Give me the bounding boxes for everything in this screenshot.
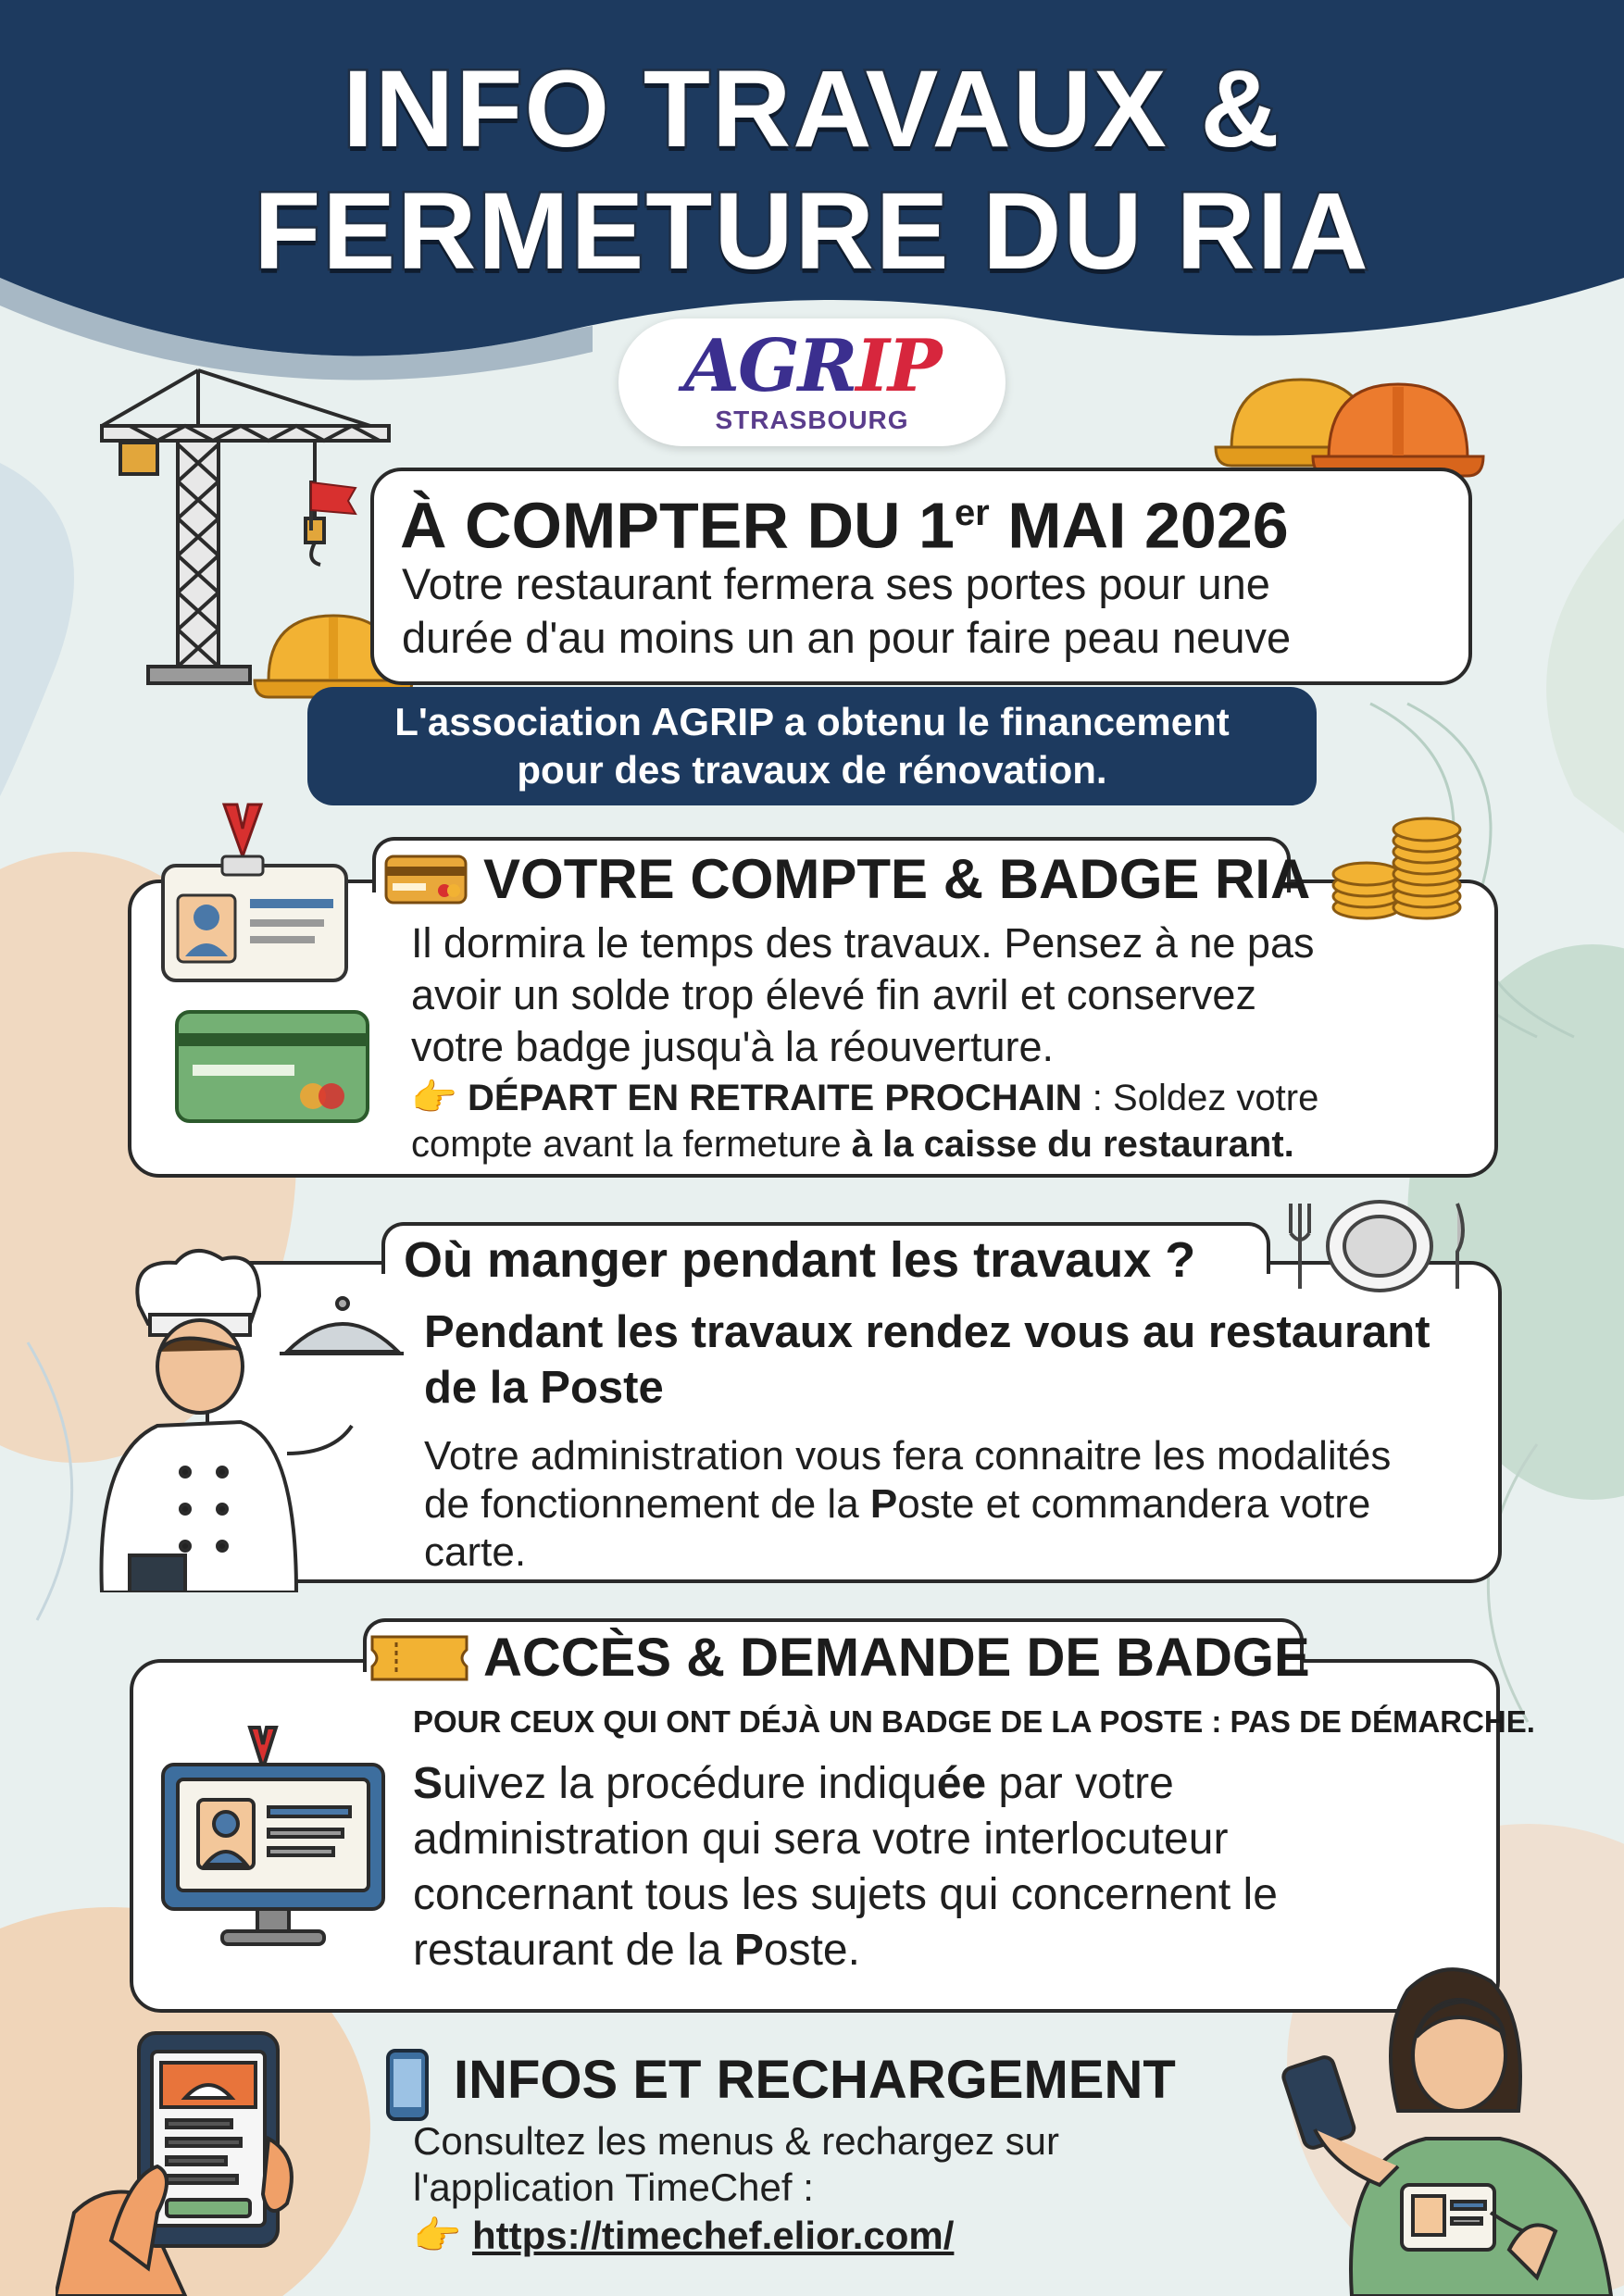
account-text-line-1: Il dormira le temps des travaux. Pensez à ne pas <box>411 919 1315 967</box>
eat-text-line-2-bold: P <box>869 1481 898 1527</box>
access-line-1-bold: S <box>413 1759 443 1808</box>
date-heading-suffix: MAI 2026 <box>989 489 1289 562</box>
eat-subtitle-line-1: Pendant les travaux rendez vous au restaurant <box>424 1307 1430 1357</box>
access-line-1-bold-2: ée <box>936 1759 987 1808</box>
logo-wordmark <box>618 326 1006 407</box>
timechef-link[interactable]: https://timechef.elior.com/ <box>471 2214 955 2257</box>
retirement-line-2-bold: à la caisse du restaurant. <box>851 1124 1294 1165</box>
access-line-4-pre: restaurant de la <box>413 1926 734 1975</box>
closing-date-heading <box>400 474 1289 564</box>
poster-title <box>0 48 1624 293</box>
eat-text-line-3: carte. <box>424 1529 527 1575</box>
date-heading-prefix: À COMPTER DU 1 <box>400 489 955 562</box>
closing-text-line-1: Votre restaurant fermera ses portes pour une <box>402 559 1270 608</box>
funding-line-2: pour des travaux de rénovation. <box>517 748 1107 792</box>
retirement-text: : Soldez votre <box>1081 1078 1319 1118</box>
funding-note <box>307 687 1317 805</box>
eat-text-line-2-pre: de fonctionnement de la <box>424 1481 870 1527</box>
eat-text-line-1: Votre administration vous fera connaitre les modalités <box>424 1433 1392 1479</box>
pointing-hand-icon: 👉 <box>411 1078 457 1118</box>
coins-icon <box>1330 815 1468 926</box>
access-text-line-4 <box>413 1924 860 1978</box>
infos-heading: INFOS ET RECHARGEMENT <box>454 2050 1176 2110</box>
access-notice: POUR CEUX QUI ONT DÉJÀ UN BADGE DE LA POSTE : PAS DE DÉMARCHE. <box>413 1704 1535 1739</box>
access-line-1-mid: uivez la procédure indiqu <box>443 1759 937 1808</box>
logo-part-1: AGR <box>683 324 856 408</box>
infos-link-row <box>413 2213 954 2259</box>
logo-subtitle: STRASBOURG <box>715 406 909 434</box>
retirement-line-2 <box>411 1122 1294 1167</box>
title-line-2: FERMETURE DU RIA <box>254 170 1370 293</box>
eat-text-line-2 <box>424 1479 1370 1529</box>
account-text-line-2: avoir un solde trop élevé fin avril et conservez <box>411 971 1256 1018</box>
credit-card-icon <box>383 854 468 905</box>
where-to-eat-heading: Où manger pendant les travaux ? <box>404 1232 1196 1288</box>
plate-cutlery-icon <box>1287 1196 1472 1298</box>
title-line-1: INFO TRAVAUX & <box>343 48 1281 170</box>
retirement-line-1 <box>411 1076 1318 1120</box>
flag-icon <box>306 477 361 532</box>
infos-text-line-2: l'application TimeChef : <box>413 2165 814 2209</box>
badge-icon <box>157 801 352 986</box>
pointing-hand-icon: 👉 <box>413 2214 462 2257</box>
funding-line-1: L'association AGRIP a obtenu le financement <box>394 700 1230 743</box>
closing-text-line-2: durée d'au moins un an pour faire peau neuve <box>402 613 1292 662</box>
account-text-line-3: votre badge jusqu'à la réouverture. <box>411 1023 1055 1070</box>
account-badge-heading: VOTRE COMPTE & BADGE RIA <box>483 848 1311 910</box>
infos-text-line-1: Consultez les menus & rechargez sur <box>413 2119 1059 2163</box>
hand-phone-icon <box>56 2028 324 2296</box>
credit-card-icon <box>174 1009 370 1124</box>
retirement-label: DÉPART EN RETRAITE PROCHAIN <box>467 1078 1082 1118</box>
woman-phone-icon <box>1241 1953 1624 2296</box>
access-text-line-1 <box>413 1757 1174 1811</box>
access-line-4-post: oste. <box>763 1926 860 1975</box>
eat-subtitle-line-2: de la Poste <box>424 1363 664 1413</box>
access-text-line-3: concernant tous les sujets qui concernent le <box>413 1870 1278 1919</box>
chef-icon <box>74 1241 407 1592</box>
access-line-4-bold: P <box>733 1926 764 1975</box>
agrip-logo <box>618 318 1006 446</box>
access-badge-heading: ACCÈS & DEMANDE DE BADGE <box>483 1628 1310 1688</box>
logo-part-2: IP <box>856 324 941 408</box>
date-heading-sup: er <box>954 493 990 533</box>
phone-icon <box>385 2048 430 2122</box>
retirement-line-2-text: compte avant la fermeture <box>411 1124 852 1165</box>
access-line-1-post: par votre <box>986 1759 1174 1808</box>
access-text-line-2: administration qui sera votre interlocuteur <box>413 1815 1229 1864</box>
ticket-icon <box>369 1633 470 1683</box>
eat-text-line-2-post: oste et commandera votre <box>897 1481 1371 1527</box>
monitor-badge-icon <box>157 1722 389 1953</box>
